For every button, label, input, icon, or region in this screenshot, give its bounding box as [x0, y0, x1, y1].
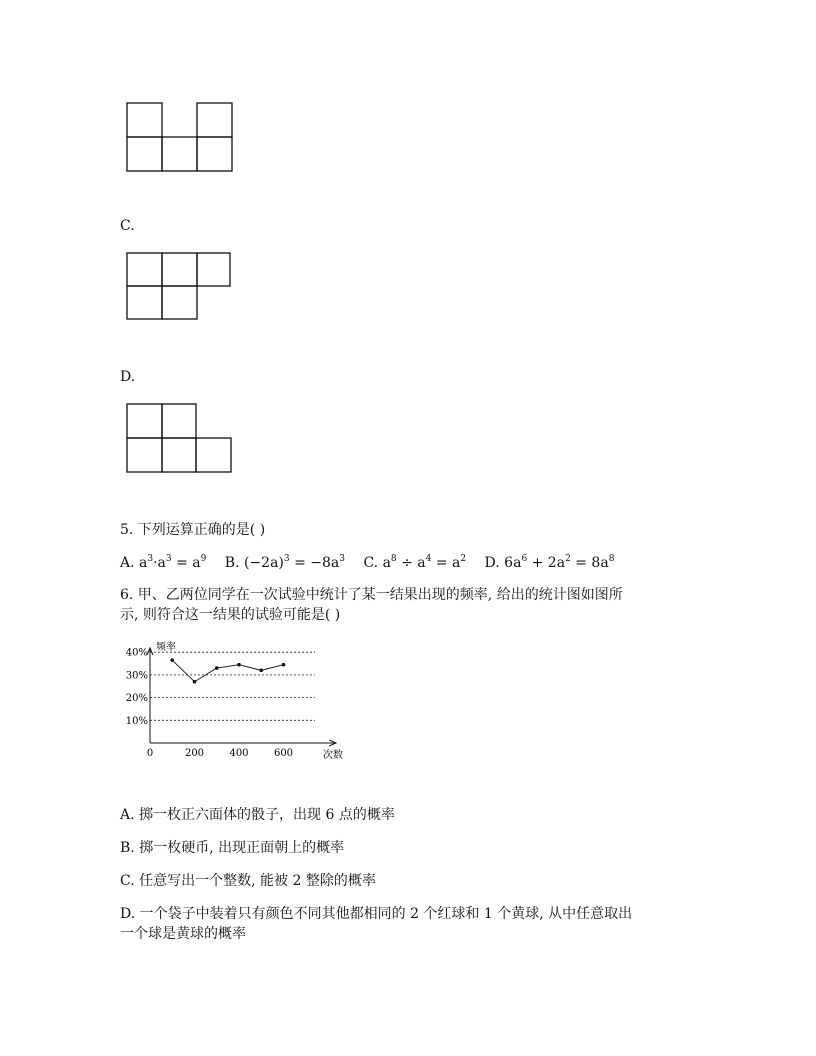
series-line [172, 660, 283, 682]
q5-options [120, 553, 628, 573]
frequency-line-chart [118, 638, 358, 766]
x-tick-label: 400 [229, 748, 249, 759]
q6-option-a: A. 掷一枚正六面体的骰子，出现 6 点的概率 [120, 807, 395, 823]
q6-stem-line2: 示, 则符合这一结果的试验可能是( ) [120, 607, 341, 623]
data-point [193, 680, 197, 684]
q6-option-c: C. 任意写出一个整数, 能被 2 整除的概率 [120, 873, 376, 889]
option-c-label: C. [120, 218, 135, 234]
data-point [170, 658, 174, 662]
net-figure-c [120, 246, 240, 326]
y-tick-label: 40% [125, 647, 148, 659]
data-point [237, 663, 241, 667]
q6-option-b: B. 掷一枚硬币, 出现正面朝上的概率 [120, 840, 345, 856]
q6-option-d-line1: D. 一个袋子中装着只有颜色不同其他都相同的 2 个红球和 1 个黄球, 从中任意取出 [120, 906, 633, 922]
q5-option-d: D. $6a^6 + 2a^2 = 8a^8$ [484, 554, 615, 571]
q6-option-d-line2: 一个球是黄球的概率 [120, 926, 246, 942]
x-tick-label: 0 [146, 748, 154, 759]
y-tick-label: 30% [125, 670, 148, 682]
data-point [282, 663, 286, 667]
y-tick-label: 20% [125, 693, 148, 705]
x-tick-label: 600 [273, 748, 294, 759]
q5-option-b: B. $(-2a)^3 = -8a^3$ [224, 554, 345, 571]
q6-stem-line1: 6. 甲、乙两位同学在一次试验中统计了某一结果出现的频率, 给出的统计图如图所 [120, 587, 623, 603]
net-figure-d [120, 397, 240, 479]
y-axis-label: 频率 [156, 642, 176, 653]
y-tick-label: 10% [125, 715, 148, 727]
data-point [215, 666, 219, 670]
x-tick-label: 200 [184, 748, 205, 759]
q5-option-a: A. $a^3\cdot a^3 = a^9$ [120, 554, 207, 571]
x-axis-label: 次数 [323, 750, 343, 761]
q5-option-c: C. $a^8 \div a^4 = a^2$ [363, 554, 467, 571]
q5-stem: 5. 下列运算正确的是( ) [120, 522, 266, 538]
data-point [259, 669, 263, 673]
net-figure-b [120, 96, 240, 180]
option-d-label: D. [120, 369, 136, 385]
